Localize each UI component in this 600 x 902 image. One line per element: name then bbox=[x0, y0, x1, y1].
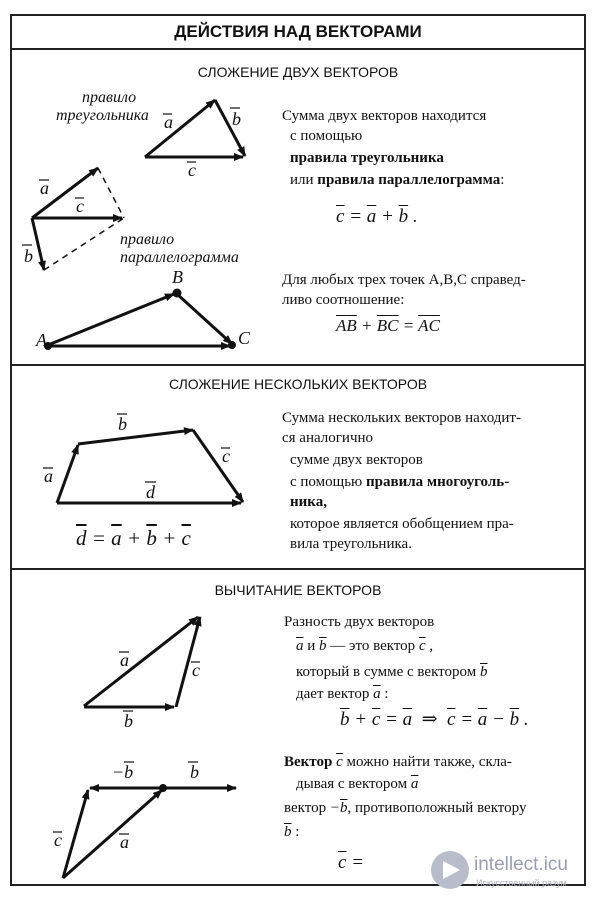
page-title: ДЕЙСТВИЯ НАД ВЕКТОРАМИ bbox=[10, 14, 586, 50]
text-triangle-rule: правила треугольника bbox=[290, 150, 444, 166]
label-vec-b: b bbox=[190, 762, 199, 782]
text-sub-3: который в сумме с вектором $\overline{b}$ bbox=[296, 664, 488, 680]
watermark-sub: Искусственный разум bbox=[476, 878, 567, 888]
formula-c-partial: $\overline{c}$ = bbox=[338, 852, 365, 873]
label-parallel-rule-2: параллелограмма bbox=[120, 249, 239, 266]
watermark-logo-icon bbox=[430, 850, 470, 890]
text-sub-5: Вектор $\overline{c}$ можно найти также, скла- bbox=[284, 754, 512, 770]
point-c: C bbox=[238, 328, 251, 348]
section-divider bbox=[10, 364, 586, 366]
formula-c-eq-a-plus-b: $\overline{c} = \overline{a} + \overline{b}$ . bbox=[336, 206, 418, 227]
vec-b-parallel bbox=[32, 218, 44, 270]
formula-d-sum: $\overline{d} = \overline{a} + \overline{b} + \overline{c}$ bbox=[76, 526, 191, 550]
label-vec-c: c bbox=[76, 196, 84, 216]
label-vec-a: a bbox=[120, 832, 129, 852]
vec-a-polygon bbox=[57, 445, 78, 503]
text-sub-7: вектор $-\overline{b}$, противоположный вектору bbox=[284, 800, 527, 816]
text-sum-many-2: ся аналогично bbox=[282, 430, 374, 446]
text-sum-two-1: Сумма двух векторов находится bbox=[282, 108, 487, 124]
formula-subtraction: $\overline{b} + \overline{c} = \overline{a}$ ⇒ $\overline{c} = \overline{a} - \overline{b}$ . bbox=[340, 709, 529, 730]
label-vec-minus-b: −b bbox=[112, 762, 134, 782]
vec-c-sub2 bbox=[63, 790, 88, 878]
text-sub-8: $\overline{b}$ : bbox=[284, 824, 300, 840]
vec-a-sub2 bbox=[63, 790, 162, 878]
label-vec-c: c bbox=[222, 446, 230, 466]
formula-ab-bc-ac: AB + BC = AC bbox=[336, 316, 440, 335]
text-sub-4: дает вектор $\overline{a}$ : bbox=[296, 686, 389, 702]
text-sub-1: Разность двух векторов bbox=[284, 614, 435, 630]
text-sum-many-3: сумме двух векторов bbox=[290, 452, 423, 468]
label-triangle-rule-2: треугольника bbox=[56, 107, 149, 124]
point-a: A bbox=[36, 330, 47, 350]
watermark-brand: intellect.icu bbox=[474, 854, 568, 875]
label-vec-a: a bbox=[40, 178, 49, 198]
text-sum-two-2: с помощью bbox=[290, 128, 363, 144]
text-parallel-line: или правила параллелограмма: bbox=[290, 172, 505, 188]
label-vec-c: c bbox=[54, 830, 62, 850]
section-title-addition-two: СЛОЖЕНИЕ ДВУХ ВЕКТОРОВ bbox=[197, 64, 399, 80]
vec-bc bbox=[177, 294, 232, 344]
label-parallel-rule-1: правило bbox=[120, 231, 175, 248]
label-vec-b: b bbox=[24, 246, 33, 266]
label-vec-c: c bbox=[192, 660, 200, 680]
text-three-points-1: Для любых трех точек A,B,C справед- bbox=[282, 272, 526, 288]
section-title-addition-many: СЛОЖЕНИЕ НЕСКОЛЬКИХ ВЕКТОРОВ bbox=[168, 376, 428, 392]
section-title-subtraction: ВЫЧИТАНИЕ ВЕКТОРОВ bbox=[214, 582, 382, 598]
point-b: B bbox=[172, 267, 183, 287]
label-vec-d: d bbox=[146, 482, 155, 502]
text-sum-many-6: которое является обобщением пра- bbox=[290, 516, 514, 532]
label-vec-b: b bbox=[118, 414, 127, 434]
label-vec-a: a bbox=[44, 466, 53, 486]
text-sum-many-1: Сумма нескольких векторов находит- bbox=[282, 410, 521, 426]
label-vec-c: c bbox=[188, 160, 196, 180]
text-sub-6: дывая с вектором $\overline{a}$ bbox=[296, 776, 419, 792]
label-vec-a: a bbox=[120, 650, 129, 670]
label-vec-b: b bbox=[124, 711, 133, 731]
text-three-points-2: ливо соотношение: bbox=[282, 292, 405, 308]
vec-a-triangle bbox=[145, 100, 215, 157]
label-vec-b: b bbox=[232, 109, 241, 129]
section-divider bbox=[10, 568, 586, 570]
text-sum-many-5: ника, bbox=[290, 494, 327, 510]
text-sum-many-7: вила треугольника. bbox=[290, 536, 412, 552]
vec-ab bbox=[48, 294, 174, 345]
label-vec-a: a bbox=[164, 112, 173, 132]
text-sub-2: $\overline{a}$ и $\overline{b}$ — это вектор $\overline{c}$ , bbox=[296, 638, 434, 654]
label-triangle-rule-1: правило bbox=[82, 89, 137, 106]
vec-b-polygon bbox=[78, 430, 193, 444]
vec-c-polygon bbox=[193, 430, 243, 502]
text-sum-many-4: с помощью правила многоуголь- bbox=[290, 474, 510, 490]
